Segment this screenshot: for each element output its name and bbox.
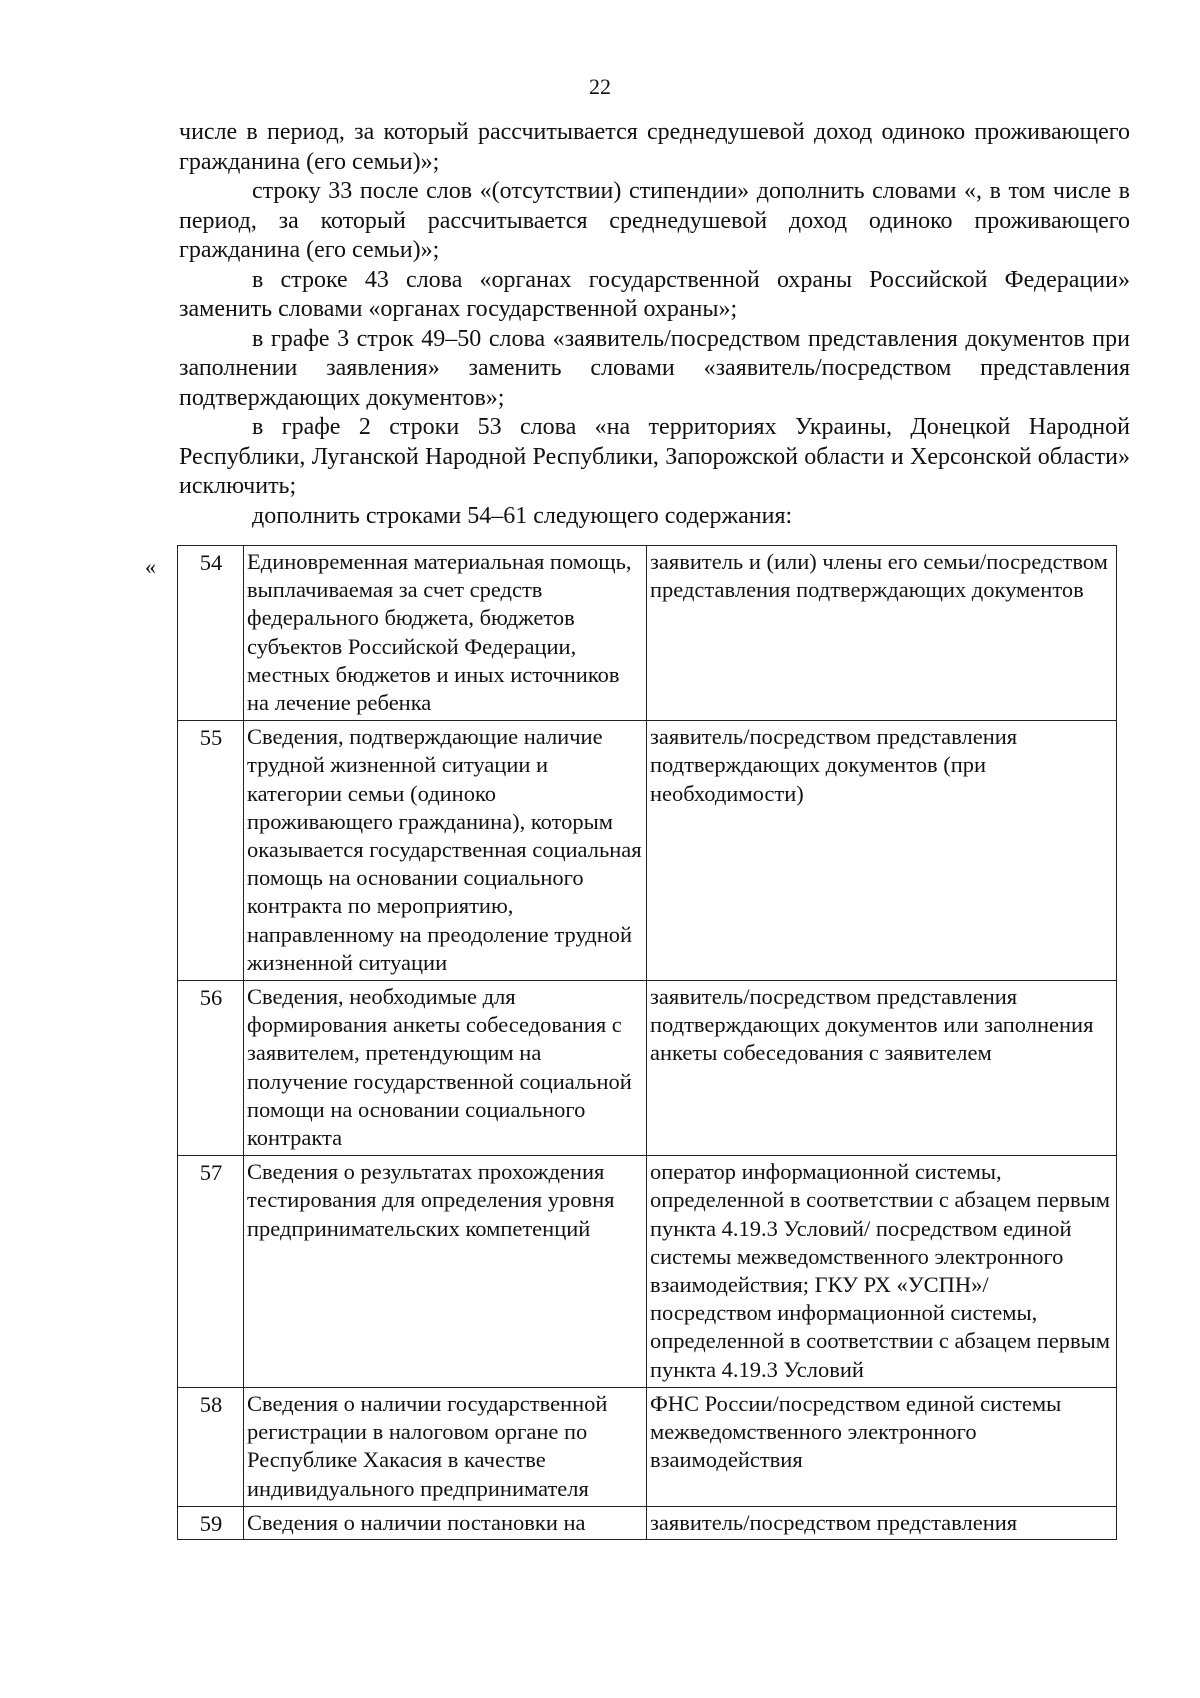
- page-number: 22: [589, 74, 611, 99]
- paragraph: числе в период, за который рассчитывается среднедушевой доход одиноко проживающего гражданина (его семьи)»;: [179, 119, 1130, 175]
- paragraph: в графе 3 строк 49–50 слова «заявитель/посредством представления документов при заполнении заявления» заменить словами «заявитель/посредством представления подтверждающих документов»;: [179, 325, 1130, 411]
- source-cell: заявитель/посредством представления подтверждающих документов (при необходимости): [647, 721, 1117, 981]
- info-description-cell: Сведения о наличии постановки на: [244, 1506, 647, 1539]
- info-description-cell: Сведения о наличии государственной регистрации в налоговом органе по Республике Хакасия в качестве индивидуального предпринимателя: [244, 1387, 647, 1506]
- paragraph: в строке 43 слова «органах государственной охраны Российской Федерации» заменить словами «органах государственной охраны»;: [179, 266, 1130, 322]
- info-description-cell: Сведения, подтверждающие наличие трудной жизненной ситуации и категории семьи (одиноко проживающего гражданина), которым оказывается государственная социальная помощь на основании социального контракта по мероприятию, направленному на преодоление трудной жизненной ситуации: [244, 721, 647, 981]
- table-row: [178, 1506, 1117, 1539]
- documents-table: [177, 545, 1117, 1540]
- paragraph: дополнить строками 54–61 следующего содержания:: [252, 502, 793, 529]
- row-number: 58: [178, 1387, 244, 1506]
- body-text: [179, 118, 1130, 531]
- info-description-cell: Сведения о результатах прохождения тестирования для определения уровня предпринимательских компетенций: [244, 1156, 647, 1388]
- row-number: 56: [178, 981, 244, 1156]
- source-cell: заявитель/посредством представления подтверждающих документов или заполнения анкеты собеседования с заявителем: [647, 981, 1117, 1156]
- opening-quote: «: [145, 554, 156, 579]
- table-row: [178, 1156, 1117, 1388]
- row-number: 59: [178, 1506, 244, 1539]
- table-row: [178, 981, 1117, 1156]
- paragraph: в графе 2 строки 53 слова «на территориях Украины, Донецкой Народной Республики, Луганской Народной Республики, Запорожской области и Херсонской области» исключить;: [179, 414, 1130, 499]
- info-description-cell: Единовременная материальная помощь, выплачиваемая за счет средств федерального бюджета, бюджетов субъектов Российской Федерации, местных бюджетов и иных источников на лечение ребенка: [244, 546, 647, 721]
- source-cell: заявитель/посредством представления: [647, 1506, 1117, 1539]
- table-row: [178, 721, 1117, 981]
- source-cell: оператор информационной системы, определенной в соответствии с абзацем первым пункта 4.19.3 Условий/ посредством единой системы межведомственного электронного взаимодействия; ГКУ РХ «УСПН»/ посредством информационной системы, определенной в соответствии с абзацем первым пункта 4.19.3 Условий: [647, 1156, 1117, 1388]
- row-number: 55: [178, 721, 244, 981]
- info-description-cell: Сведения, необходимые для формирования анкеты собеседования с заявителем, претендующим на получение государственной социальной помощи на основании социального контракта: [244, 981, 647, 1156]
- row-number: 54: [178, 546, 244, 721]
- table-row: [178, 1387, 1117, 1506]
- source-cell: ФНС России/посредством единой системы межведомственного электронного взаимодействия: [647, 1387, 1117, 1506]
- row-number: 57: [178, 1156, 244, 1388]
- source-cell: заявитель и (или) члены его семьи/посредством представления подтверждающих документов: [647, 546, 1117, 721]
- table-row: [178, 546, 1117, 721]
- paragraph: строку 33 после слов «(отсутствии) стипендии» дополнить словами «, в том числе в период, за который рассчитывается среднедушевой доход одиноко проживающего гражданина (его семьи)»;: [179, 178, 1130, 263]
